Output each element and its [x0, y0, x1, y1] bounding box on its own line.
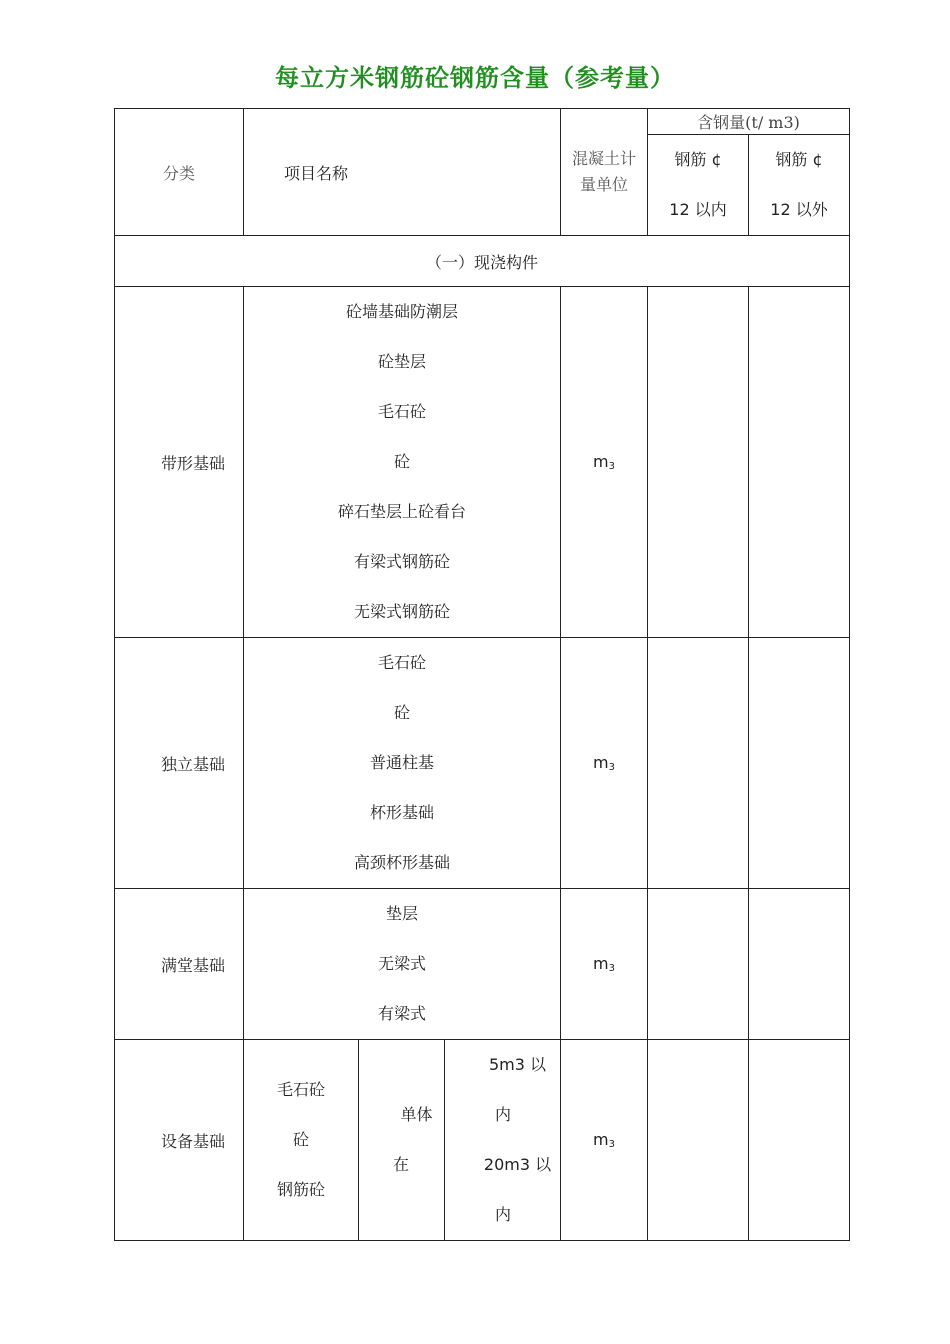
steel-value-cell [648, 638, 749, 889]
steel-content-table [114, 108, 850, 1241]
list-item: 普通柱基 [370, 753, 435, 772]
list-item: 毛石砼 [378, 402, 427, 421]
steel-value-cell [648, 1040, 749, 1241]
single-label-line2: 在 [393, 1155, 410, 1174]
header-steel-col2-line1: 钢筋 ¢ [775, 150, 823, 169]
table-row [115, 889, 850, 1040]
list-item: 碎石垫层上砼看台 [338, 502, 467, 521]
category-cell: 带形基础 [115, 287, 244, 638]
table-row [115, 1040, 850, 1241]
list-item: 垫层 [386, 904, 419, 923]
header-steel-content: 含钢量(t/ m3) [648, 109, 850, 135]
unit-cell: $m_3$ [561, 889, 648, 1040]
size-cell [445, 1040, 561, 1241]
header-concrete-unit-line2: 量单位 [580, 175, 629, 194]
list-item: 有梁式 [378, 1004, 427, 1023]
section-title: （一）现浇构件 [115, 236, 850, 287]
list-item: 毛石砼 [378, 653, 427, 672]
list-item: 有梁式钢筋砼 [354, 552, 451, 571]
category-cell: 设备基础 [115, 1040, 244, 1241]
header-category: 分类 [115, 109, 244, 236]
list-item: 砼垫层 [378, 352, 427, 371]
header-steel-col1-line1: 钢筋 ¢ [674, 150, 722, 169]
header-steel-col1 [648, 135, 749, 236]
list-item: 无梁式钢筋砼 [354, 602, 451, 621]
header-item-name: 项目名称 [244, 109, 561, 236]
steel-value-cell [749, 638, 850, 889]
steel-value-cell [648, 287, 749, 638]
category-cell: 独立基础 [115, 638, 244, 889]
single-label-cell [359, 1040, 445, 1241]
category-cell: 满堂基础 [115, 889, 244, 1040]
size-line: 内 [495, 1105, 512, 1124]
section-row [115, 236, 850, 287]
page-title: 每立方米钢筋砼钢筋含量（参考量） [275, 64, 675, 92]
items-cell [244, 889, 561, 1040]
table-row [115, 287, 850, 638]
size-line: 内 [495, 1205, 512, 1224]
list-item: 砼墙基础防潮层 [346, 302, 459, 321]
list-item: 毛石砼 [276, 1080, 325, 1099]
list-item: 无梁式 [378, 954, 427, 973]
unit-cell: $m_3$ [561, 1040, 648, 1241]
items-cell [244, 287, 561, 638]
list-item: 砼 [394, 452, 411, 471]
header-steel-col2 [749, 135, 850, 236]
list-item: 砼 [292, 1130, 309, 1149]
header-concrete-unit-line1: 混凝土计 [572, 149, 637, 168]
unit-cell: $m_3$ [561, 638, 648, 889]
table-row [115, 638, 850, 889]
steel-value-cell [749, 889, 850, 1040]
items-cell [244, 638, 561, 889]
list-item: 砼 [394, 703, 411, 722]
steel-value-cell [648, 889, 749, 1040]
list-item: 杯形基础 [370, 803, 435, 822]
header-steel-col1-line2: 12 以内 [669, 200, 727, 219]
items-cell [244, 1040, 359, 1241]
header-concrete-unit [561, 109, 648, 236]
size-line: 5m3 以 [488, 1055, 547, 1074]
list-item: 高颈杯形基础 [354, 853, 451, 872]
single-label-line1: 单体 [400, 1105, 433, 1124]
steel-value-cell [749, 287, 850, 638]
size-line: 20m3 以 [483, 1155, 552, 1174]
list-item: 钢筋砼 [276, 1180, 325, 1199]
steel-value-cell [749, 1040, 850, 1241]
header-row-1 [115, 109, 850, 135]
header-steel-col2-line2: 12 以外 [770, 200, 828, 219]
unit-cell: $m_3$ [561, 287, 648, 638]
